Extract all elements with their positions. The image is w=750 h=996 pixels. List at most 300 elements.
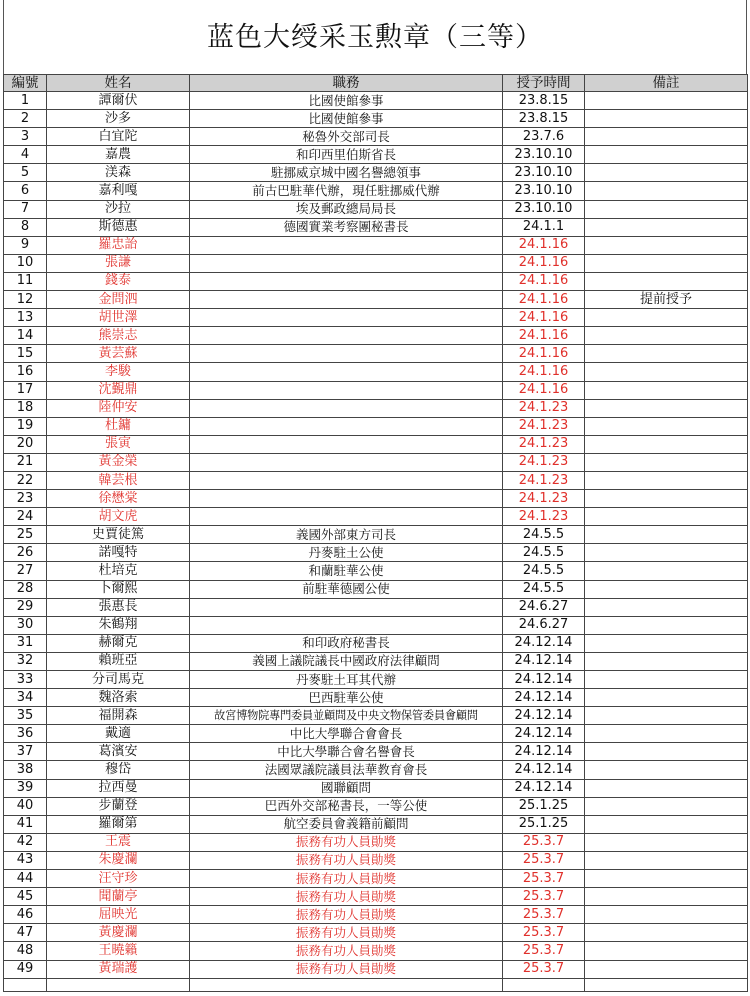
cell-number[interactable]: 17 <box>4 381 47 399</box>
cell-name[interactable]: 史賈徒篤 <box>47 526 190 544</box>
cell-name[interactable]: 張寅 <box>47 435 190 453</box>
cell-number[interactable]: 13 <box>4 309 47 327</box>
cell-name[interactable]: 嘉利嘎 <box>47 182 190 200</box>
cell-date[interactable]: 24.5.5 <box>503 544 585 562</box>
cell-name[interactable]: 諾嘎特 <box>47 544 190 562</box>
cell-note[interactable] <box>585 236 748 254</box>
cell-date[interactable]: 24.12.14 <box>503 743 585 761</box>
cell-note[interactable] <box>585 110 748 128</box>
cell-note[interactable] <box>585 833 748 851</box>
cell-post[interactable] <box>190 471 503 489</box>
table-row <box>4 508 748 526</box>
cell-number[interactable]: 20 <box>4 435 47 453</box>
cell-name[interactable]: 朱鶴翔 <box>47 616 190 634</box>
cell-number[interactable]: 18 <box>4 399 47 417</box>
cell-post[interactable] <box>190 363 503 381</box>
cell-name[interactable]: 胡文虎 <box>47 508 190 526</box>
cell-date[interactable]: 23.7.6 <box>503 128 585 146</box>
cell-post[interactable]: 駐挪威京城中國名譽總領事 <box>190 164 503 182</box>
table-row <box>4 417 748 435</box>
cell-post[interactable] <box>190 453 503 471</box>
cell-name[interactable]: 賴班亞 <box>47 652 190 670</box>
cell-post[interactable] <box>190 272 503 290</box>
cell-note[interactable] <box>585 960 748 978</box>
cell-post[interactable]: 丹麥駐土公使 <box>190 544 503 562</box>
cell-note[interactable] <box>585 942 748 960</box>
cell-name[interactable]: 渼森 <box>47 164 190 182</box>
cell-name[interactable]: 斯德惠 <box>47 218 190 236</box>
cell-name[interactable]: 沈覲鼎 <box>47 381 190 399</box>
cell-name[interactable]: 福開森 <box>47 707 190 725</box>
cell-number[interactable]: 49 <box>4 960 47 978</box>
cell-name[interactable]: 黃慶瀾 <box>47 924 190 942</box>
cell-number[interactable]: 37 <box>4 743 47 761</box>
cell-name[interactable]: 王曉籟 <box>47 942 190 960</box>
cell-date[interactable]: 25.3.7 <box>503 942 585 960</box>
cell-post[interactable]: 振務有功人員勛獎 <box>190 924 503 942</box>
cell-post[interactable] <box>190 291 503 309</box>
cell-post[interactable]: 振務有功人員勛獎 <box>190 851 503 869</box>
cell-number[interactable]: 3 <box>4 128 47 146</box>
cell-number[interactable]: 9 <box>4 236 47 254</box>
cell-post[interactable] <box>190 508 503 526</box>
cell-note[interactable] <box>585 363 748 381</box>
cell-date[interactable]: 24.1.16 <box>503 309 585 327</box>
cell-note[interactable] <box>585 544 748 562</box>
cell-name[interactable]: 葛濱安 <box>47 743 190 761</box>
empty-cell[interactable] <box>4 978 47 991</box>
cell-note[interactable] <box>585 689 748 707</box>
cell-date[interactable]: 24.5.5 <box>503 526 585 544</box>
cell-post[interactable]: 振務有功人員勛獎 <box>190 833 503 851</box>
cell-note[interactable] <box>585 417 748 435</box>
cell-note[interactable] <box>585 435 748 453</box>
cell-number[interactable]: 7 <box>4 200 47 218</box>
cell-note[interactable] <box>585 562 748 580</box>
cell-number[interactable]: 35 <box>4 707 47 725</box>
cell-name[interactable]: 杜培克 <box>47 562 190 580</box>
cell-date[interactable]: 24.6.27 <box>503 616 585 634</box>
table-row <box>4 779 748 797</box>
cell-note[interactable] <box>585 580 748 598</box>
cell-number[interactable]: 19 <box>4 417 47 435</box>
cell-date[interactable]: 24.12.14 <box>503 671 585 689</box>
table-row <box>4 272 748 290</box>
cell-date[interactable]: 24.1.23 <box>503 435 585 453</box>
header-row <box>4 75 748 92</box>
cell-date[interactable]: 24.1.23 <box>503 471 585 489</box>
empty-cell[interactable] <box>503 978 585 991</box>
cell-post[interactable]: 國聯顧問 <box>190 779 503 797</box>
cell-name[interactable]: 步蘭登 <box>47 797 190 815</box>
cell-post[interactable] <box>190 598 503 616</box>
cell-name[interactable]: 胡世澤 <box>47 309 190 327</box>
table-row <box>4 128 748 146</box>
cell-note[interactable] <box>585 797 748 815</box>
cell-number[interactable]: 39 <box>4 779 47 797</box>
cell-date[interactable]: 24.1.1 <box>503 218 585 236</box>
cell-number[interactable]: 41 <box>4 815 47 833</box>
cell-number[interactable]: 6 <box>4 182 47 200</box>
cell-name[interactable]: 分司馬克 <box>47 671 190 689</box>
cell-number[interactable]: 29 <box>4 598 47 616</box>
cell-number[interactable]: 15 <box>4 345 47 363</box>
cell-post[interactable] <box>190 616 503 634</box>
cell-date[interactable]: 24.12.14 <box>503 634 585 652</box>
cell-post[interactable]: 埃及郵政總局局長 <box>190 200 503 218</box>
cell-name[interactable]: 戴適 <box>47 725 190 743</box>
cell-note[interactable] <box>585 182 748 200</box>
cell-number[interactable]: 24 <box>4 508 47 526</box>
cell-name[interactable]: 朱慶瀾 <box>47 851 190 869</box>
cell-note[interactable] <box>585 453 748 471</box>
cell-date[interactable]: 24.1.23 <box>503 508 585 526</box>
cell-note[interactable] <box>585 743 748 761</box>
table-row <box>4 851 748 869</box>
cell-name[interactable]: 錢泰 <box>47 272 190 290</box>
table-row <box>4 254 748 272</box>
table-row <box>4 327 748 345</box>
cell-note[interactable] <box>585 327 748 345</box>
cell-date[interactable]: 24.12.14 <box>503 707 585 725</box>
cell-note[interactable] <box>585 870 748 888</box>
cell-date[interactable]: 25.3.7 <box>503 851 585 869</box>
empty-cell[interactable] <box>190 978 503 991</box>
cell-post[interactable]: 德國實業考察團秘書長 <box>190 218 503 236</box>
cell-number[interactable]: 8 <box>4 218 47 236</box>
cell-note[interactable] <box>585 779 748 797</box>
cell-number[interactable]: 21 <box>4 453 47 471</box>
cell-number[interactable]: 25 <box>4 526 47 544</box>
cell-name[interactable]: 穆岱 <box>47 761 190 779</box>
cell-post[interactable] <box>190 254 503 272</box>
cell-number[interactable]: 14 <box>4 327 47 345</box>
cell-post[interactable]: 振務有功人員勛獎 <box>190 960 503 978</box>
cell-date[interactable]: 24.1.16 <box>503 345 585 363</box>
page-title: 蓝色大绶采玉勲章（三等） <box>207 21 543 53</box>
cell-name[interactable]: 李駿 <box>47 363 190 381</box>
cell-name[interactable]: 聞蘭亭 <box>47 888 190 906</box>
header-name[interactable]: 姓名 <box>47 75 190 92</box>
cell-date[interactable]: 24.12.14 <box>503 779 585 797</box>
cell-number[interactable]: 31 <box>4 634 47 652</box>
header-no[interactable]: 編號 <box>4 75 47 92</box>
cell-note[interactable] <box>585 707 748 725</box>
cell-name[interactable]: 徐懋棠 <box>47 490 190 508</box>
cell-name[interactable]: 羅忠詒 <box>47 236 190 254</box>
cell-note[interactable] <box>585 616 748 634</box>
table-row <box>4 870 748 888</box>
cell-note[interactable] <box>585 218 748 236</box>
cell-post[interactable] <box>190 435 503 453</box>
cell-date[interactable]: 24.6.27 <box>503 598 585 616</box>
table-row <box>4 544 748 562</box>
cell-date[interactable]: 25.3.7 <box>503 924 585 942</box>
cell-name[interactable]: 沙多 <box>47 110 190 128</box>
cell-number[interactable]: 47 <box>4 924 47 942</box>
cell-note[interactable]: 提前授予 <box>585 291 748 309</box>
cell-date[interactable]: 24.1.23 <box>503 453 585 471</box>
cell-post[interactable]: 秘魯外交部司長 <box>190 128 503 146</box>
cell-number[interactable]: 16 <box>4 363 47 381</box>
cell-name[interactable]: 嘉農 <box>47 146 190 164</box>
cell-date[interactable]: 24.5.5 <box>503 580 585 598</box>
table-body <box>4 92 748 992</box>
cell-name[interactable]: 張謙 <box>47 254 190 272</box>
cell-post[interactable]: 丹麥駐土耳其代辦 <box>190 671 503 689</box>
cell-date[interactable]: 25.3.7 <box>503 906 585 924</box>
spreadsheet <box>3 0 747 996</box>
cell-post[interactable]: 航空委員會義籍前顧問 <box>190 815 503 833</box>
table-row <box>4 435 748 453</box>
cell-post[interactable]: 義國上議院議長中國政府法律顧問 <box>190 652 503 670</box>
cell-date[interactable]: 24.12.14 <box>503 652 585 670</box>
table-row <box>4 490 748 508</box>
cell-date[interactable]: 23.10.10 <box>503 200 585 218</box>
cell-date[interactable]: 25.1.25 <box>503 797 585 815</box>
table-row <box>4 453 748 471</box>
cell-name[interactable]: 陸仲安 <box>47 399 190 417</box>
cell-date[interactable]: 25.3.7 <box>503 833 585 851</box>
cell-note[interactable] <box>585 725 748 743</box>
title-cell[interactable] <box>3 0 747 74</box>
cell-post[interactable]: 振務有功人員勛獎 <box>190 942 503 960</box>
cell-name[interactable]: 熊崇志 <box>47 327 190 345</box>
cell-post[interactable]: 比國使館參事 <box>190 92 503 110</box>
cell-number[interactable]: 42 <box>4 833 47 851</box>
cell-date[interactable]: 24.1.16 <box>503 254 585 272</box>
cell-note[interactable] <box>585 490 748 508</box>
cell-number[interactable]: 11 <box>4 272 47 290</box>
cell-note[interactable] <box>585 200 748 218</box>
header-date[interactable]: 授予時間 <box>503 75 585 92</box>
cell-number[interactable]: 45 <box>4 888 47 906</box>
cell-note[interactable] <box>585 92 748 110</box>
cell-note[interactable] <box>585 272 748 290</box>
cell-number[interactable]: 5 <box>4 164 47 182</box>
cell-date[interactable]: 23.10.10 <box>503 164 585 182</box>
table-row <box>4 345 748 363</box>
cell-note[interactable] <box>585 508 748 526</box>
cell-date[interactable]: 25.3.7 <box>503 960 585 978</box>
empty-cell[interactable] <box>47 978 190 991</box>
cell-number[interactable]: 22 <box>4 471 47 489</box>
cell-note[interactable] <box>585 471 748 489</box>
cell-note[interactable] <box>585 924 748 942</box>
cell-note[interactable] <box>585 761 748 779</box>
cell-name[interactable]: 韓芸根 <box>47 471 190 489</box>
cell-number[interactable]: 23 <box>4 490 47 508</box>
cell-date[interactable]: 23.10.10 <box>503 146 585 164</box>
cell-note[interactable] <box>585 906 748 924</box>
cell-date[interactable]: 24.12.14 <box>503 689 585 707</box>
cell-date[interactable]: 24.1.23 <box>503 417 585 435</box>
table-row <box>4 110 748 128</box>
table-row <box>4 164 748 182</box>
table-row <box>4 580 748 598</box>
cell-name[interactable]: 汪守珍 <box>47 870 190 888</box>
cell-name[interactable]: 羅爾第 <box>47 815 190 833</box>
table-row <box>4 381 748 399</box>
cell-date[interactable]: 24.1.16 <box>503 236 585 254</box>
cell-date[interactable]: 24.1.23 <box>503 490 585 508</box>
cell-note[interactable] <box>585 815 748 833</box>
cell-note[interactable] <box>585 146 748 164</box>
table-row <box>4 598 748 616</box>
cell-number[interactable]: 2 <box>4 110 47 128</box>
table-row <box>4 725 748 743</box>
cell-number[interactable]: 12 <box>4 291 47 309</box>
cell-number[interactable]: 27 <box>4 562 47 580</box>
cell-post[interactable]: 中比大學聯合會名譽會長 <box>190 743 503 761</box>
cell-note[interactable] <box>585 128 748 146</box>
table-row <box>4 146 748 164</box>
cell-note[interactable] <box>585 164 748 182</box>
cell-date[interactable]: 23.10.10 <box>503 182 585 200</box>
cell-post[interactable]: 巴西外交部秘書長，一等公使 <box>190 797 503 815</box>
cell-date[interactable]: 24.1.16 <box>503 291 585 309</box>
cell-post[interactable]: 故宮博物院專門委員並顧問及中央文物保管委員會顧問 <box>190 707 503 725</box>
cell-post[interactable]: 前駐華德國公使 <box>190 580 503 598</box>
cell-note[interactable] <box>585 345 748 363</box>
cell-post[interactable] <box>190 327 503 345</box>
table-row <box>4 888 748 906</box>
table-row <box>4 743 748 761</box>
cell-note[interactable] <box>585 634 748 652</box>
cell-post[interactable]: 法國眾議院議員法華教育會長 <box>190 761 503 779</box>
table-row <box>4 218 748 236</box>
table-row <box>4 652 748 670</box>
cell-number[interactable]: 1 <box>4 92 47 110</box>
cell-name[interactable]: 譚爾伏 <box>47 92 190 110</box>
cell-date[interactable]: 24.1.23 <box>503 399 585 417</box>
table-row <box>4 182 748 200</box>
table-row <box>4 399 748 417</box>
cell-number[interactable]: 34 <box>4 689 47 707</box>
cell-name[interactable]: 金問泗 <box>47 291 190 309</box>
cell-post[interactable]: 和蘭駐華公使 <box>190 562 503 580</box>
table-row <box>4 797 748 815</box>
cell-date[interactable]: 24.1.16 <box>503 363 585 381</box>
cell-number[interactable]: 48 <box>4 942 47 960</box>
cell-date[interactable]: 24.12.14 <box>503 761 585 779</box>
table-row <box>4 526 748 544</box>
cell-number[interactable]: 36 <box>4 725 47 743</box>
cell-name[interactable]: 張惠長 <box>47 598 190 616</box>
cell-number[interactable]: 28 <box>4 580 47 598</box>
table-row <box>4 236 748 254</box>
cell-number[interactable]: 44 <box>4 870 47 888</box>
cell-name[interactable]: 沙拉 <box>47 200 190 218</box>
cell-date[interactable]: 24.1.16 <box>503 381 585 399</box>
cell-note[interactable] <box>585 652 748 670</box>
cell-date[interactable]: 25.3.7 <box>503 888 585 906</box>
cell-number[interactable]: 46 <box>4 906 47 924</box>
cell-post[interactable] <box>190 345 503 363</box>
cell-post[interactable]: 振務有功人員勛獎 <box>190 888 503 906</box>
cell-date[interactable]: 24.5.5 <box>503 562 585 580</box>
cell-name[interactable]: 黃瑞護 <box>47 960 190 978</box>
cell-post[interactable]: 比國使館參事 <box>190 110 503 128</box>
cell-name[interactable]: 魏洛索 <box>47 689 190 707</box>
table-row <box>4 833 748 851</box>
table-row <box>4 707 748 725</box>
table-row <box>4 92 748 110</box>
cell-number[interactable]: 30 <box>4 616 47 634</box>
header-note[interactable]: 備註 <box>585 75 748 92</box>
cell-name[interactable]: 王震 <box>47 833 190 851</box>
cell-note[interactable] <box>585 309 748 327</box>
table-row <box>4 471 748 489</box>
cell-note[interactable] <box>585 526 748 544</box>
cell-date[interactable]: 23.8.15 <box>503 92 585 110</box>
cell-name[interactable]: 黃芸蘇 <box>47 345 190 363</box>
cell-post[interactable]: 中比大學聯合會會長 <box>190 725 503 743</box>
table-row <box>4 960 748 978</box>
cell-number[interactable]: 10 <box>4 254 47 272</box>
cell-number[interactable]: 33 <box>4 671 47 689</box>
cell-date[interactable]: 24.1.16 <box>503 327 585 345</box>
cell-note[interactable] <box>585 671 748 689</box>
cell-name[interactable]: 卜爾熙 <box>47 580 190 598</box>
cell-post[interactable]: 義國外部東方司長 <box>190 526 503 544</box>
cell-note[interactable] <box>585 381 748 399</box>
cell-post[interactable]: 和印西里伯斯省長 <box>190 146 503 164</box>
cell-post[interactable] <box>190 417 503 435</box>
cell-post[interactable] <box>190 236 503 254</box>
cell-note[interactable] <box>585 598 748 616</box>
empty-row <box>4 978 748 991</box>
cell-name[interactable]: 屈映光 <box>47 906 190 924</box>
cell-post[interactable]: 和印政府秘書長 <box>190 634 503 652</box>
cell-date[interactable]: 25.1.25 <box>503 815 585 833</box>
cell-name[interactable]: 黃金榮 <box>47 453 190 471</box>
cell-name[interactable]: 赫爾克 <box>47 634 190 652</box>
cell-post[interactable] <box>190 490 503 508</box>
cell-note[interactable] <box>585 851 748 869</box>
cell-number[interactable]: 40 <box>4 797 47 815</box>
empty-cell[interactable] <box>585 978 748 991</box>
cell-number[interactable]: 43 <box>4 851 47 869</box>
cell-number[interactable]: 4 <box>4 146 47 164</box>
table-row <box>4 924 748 942</box>
table-row <box>4 906 748 924</box>
cell-number[interactable]: 38 <box>4 761 47 779</box>
cell-post[interactable]: 振務有功人員勛獎 <box>190 906 503 924</box>
cell-name[interactable]: 白宜陀 <box>47 128 190 146</box>
cell-post[interactable] <box>190 399 503 417</box>
cell-date[interactable]: 25.3.7 <box>503 870 585 888</box>
cell-date[interactable]: 23.8.15 <box>503 110 585 128</box>
cell-date[interactable]: 24.1.16 <box>503 272 585 290</box>
cell-name[interactable]: 拉西曼 <box>47 779 190 797</box>
cell-note[interactable] <box>585 254 748 272</box>
cell-date[interactable]: 24.12.14 <box>503 725 585 743</box>
cell-note[interactable] <box>585 399 748 417</box>
cell-post[interactable]: 巴西駐華公使 <box>190 689 503 707</box>
header-post[interactable]: 職務 <box>190 75 503 92</box>
cell-number[interactable]: 32 <box>4 652 47 670</box>
table-row <box>4 291 748 309</box>
cell-post[interactable] <box>190 309 503 327</box>
cell-post[interactable] <box>190 381 503 399</box>
cell-name[interactable]: 杜鏞 <box>47 417 190 435</box>
cell-post[interactable]: 前古巴駐華代辦，現任駐挪威代辦 <box>190 182 503 200</box>
cell-number[interactable]: 26 <box>4 544 47 562</box>
table-row <box>4 634 748 652</box>
cell-note[interactable] <box>585 888 748 906</box>
cell-post[interactable]: 振務有功人員勛獎 <box>190 870 503 888</box>
